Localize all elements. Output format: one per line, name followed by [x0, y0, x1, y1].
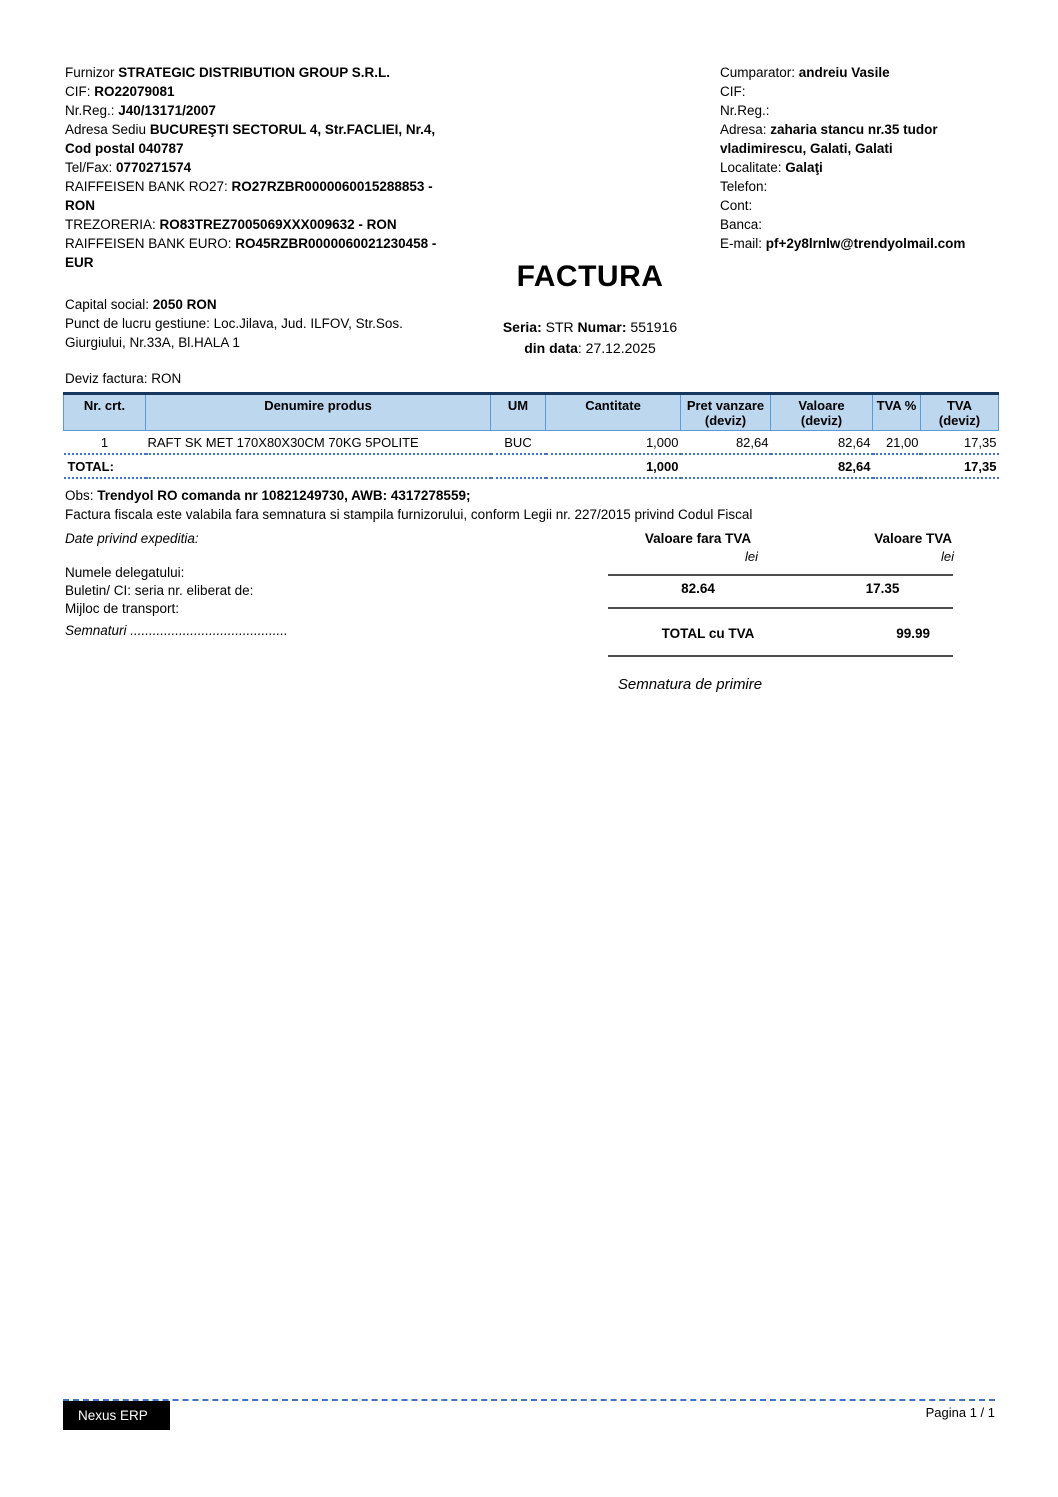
buyer-bank-line [720, 215, 1000, 234]
series-value: STR [541, 319, 578, 335]
row-nr: 1 [64, 431, 146, 455]
buyer-account-line [720, 196, 1000, 215]
header-nr-crt: Nr. crt. [64, 394, 146, 431]
supplier-name-line [65, 63, 465, 82]
obs-note: Factura fiscala este valabila fara semnatura si stampila furnizorului, conform Legii nr. 227/2015 privind Codul Fiscal [65, 507, 753, 522]
total-qty: 1,000 [546, 454, 681, 478]
total-empty-price [681, 454, 771, 478]
obs-line [65, 486, 975, 505]
invoice-date-line [430, 338, 750, 359]
buyer-phone-label: Telefon: [720, 179, 768, 194]
supplier-address-value: BUCUREŞTI SECTORUL 4, Str.FACLIEI, Nr.4, Cod postal 040787 [65, 122, 436, 156]
net-unit-label: lei [744, 549, 758, 564]
buyer-block [720, 63, 1000, 253]
invoice-title: FACTURA [516, 260, 664, 293]
transport-label: Mijloc de transport: [65, 601, 180, 616]
supplier-treasury-value: RO83TREZ7005069XXX009632 - RON [159, 217, 397, 232]
supplier-regno-value: J40/13171/2007 [118, 103, 216, 118]
supplier-regno-label: Nr.Reg.: [65, 103, 119, 118]
supplier-branch-line: Punct de lucru gestiune: Loc.Jilava, Jud. ILFOV, Str.Sos. Giurgiului, Nr.33A, Bl.HALA 1 [65, 316, 403, 350]
table-total-row [64, 454, 999, 478]
totals-divider-3 [608, 655, 953, 657]
buyer-address-label: Adresa: [720, 122, 771, 137]
buyer-address-value: zaharia stancu nr.35 tudor vladimirescu, Galati, Galati [720, 122, 938, 156]
buyer-name-value: andreiu Vasile [798, 65, 890, 80]
total-value: 82,64 [771, 454, 873, 478]
supplier-regno-line [65, 101, 465, 120]
buyer-cif-line [720, 82, 1000, 101]
buyer-regno-line [720, 101, 1000, 120]
buyer-name-line [720, 63, 1000, 82]
supplier-address-line [65, 120, 465, 158]
row-tva: 17,35 [921, 431, 999, 455]
supplier-bank-ron-value: RO27RZBR0000060015288853 - RON [65, 179, 433, 213]
tva-column-header: Valoare TVA [874, 531, 952, 546]
net-total-value: 82.64 [681, 581, 715, 596]
supplier-treasury-label: TREZORERIA: [65, 217, 160, 232]
supplier-capital-line [65, 295, 465, 314]
header-pret-vanzare: Pret vanzare (deviz) [681, 394, 771, 431]
buyer-cif-label: CIF: [720, 84, 746, 99]
grand-total-value: 99.99 [896, 626, 930, 641]
supplier-treasury-line [65, 215, 465, 234]
supplier-bank-eur-value: RO45RZBR0000060021230458 - EUR [65, 236, 437, 270]
buyer-address-line [720, 120, 1000, 158]
buyer-bank-label: Banca: [720, 217, 763, 232]
header-denumire: Denumire produs [146, 394, 491, 431]
erp-brand-badge: Nexus ERP [63, 1401, 170, 1430]
supplier-telfax-value: 0770271574 [116, 160, 192, 175]
total-tva: 17,35 [921, 454, 999, 478]
row-product-name: RAFT SK MET 170X80X30CM 70KG 5POLITE [146, 431, 491, 455]
series-label: Seria: [502, 319, 542, 335]
invoice-currency-line: Deviz factura: RON [65, 371, 182, 386]
buyer-email-line [720, 234, 1000, 253]
supplier-cif-label: CIF: [65, 84, 95, 99]
header-valoare: Valoare (deviz) [771, 394, 873, 431]
id-card-label: Buletin/ CI: seria nr. eliberat de: [65, 583, 254, 598]
row-value: 82,64 [771, 431, 873, 455]
supplier-capital-value: 2050 RON [152, 297, 217, 312]
number-label: Numar: [577, 319, 627, 335]
buyer-email-label: E-mail: [720, 236, 766, 251]
obs-label: Obs: [65, 488, 98, 503]
supplier-name-value: STRATEGIC DISTRIBUTION GROUP S.R.L. [118, 65, 391, 80]
receiving-signature-label: Semnatura de primire [617, 676, 763, 693]
supplier-capital-label: Capital social: [65, 297, 153, 312]
grand-total-label: TOTAL cu TVA [661, 626, 755, 641]
header-tva-pct: TVA % [873, 394, 921, 431]
supplier-telfax-label: Tel/Fax: [65, 160, 117, 175]
supplier-bank-ron-label: RAIFFEISEN BANK RO27: [65, 179, 232, 194]
row-tva-pct: 21,00 [873, 431, 921, 455]
total-label: TOTAL: [64, 454, 546, 478]
row-price: 82,64 [681, 431, 771, 455]
tva-unit-label: lei [940, 549, 954, 564]
obs-value: Trendyol RO comanda nr 10821249730, AWB: 4317278559; [97, 488, 471, 503]
supplier-telfax-line [65, 158, 465, 177]
page-number: Pagina 1 / 1 [925, 1405, 995, 1420]
supplier-bank-eur-label: RAIFFEISEN BANK EURO: [65, 236, 236, 251]
table-row [64, 431, 999, 455]
buyer-regno-label: Nr.Reg.: [720, 103, 770, 118]
supplier-name-label: Furnizor [65, 65, 119, 80]
signatures-label: Semnaturi .......................................... [65, 623, 288, 638]
totals-divider-2 [608, 607, 953, 609]
supplier-block [65, 63, 465, 388]
row-um: BUC [491, 431, 546, 455]
items-table [63, 392, 999, 479]
buyer-phone-line [720, 177, 1000, 196]
supplier-bank-ron-line [65, 177, 465, 215]
supplier-address-label: Adresa Sediu [65, 122, 150, 137]
buyer-city-value: Galaţi [785, 160, 823, 175]
footer-divider [63, 1399, 995, 1401]
date-value: : 27.12.2025 [577, 340, 656, 356]
delegate-label: Numele delegatului: [65, 565, 185, 580]
total-empty-tvapct [873, 454, 921, 478]
buyer-account-label: Cont: [720, 198, 753, 213]
date-label: din data [524, 340, 578, 356]
supplier-bank-eur-line [65, 234, 465, 272]
invoice-series-line [430, 317, 750, 338]
header-tva: TVA (deviz) [921, 394, 999, 431]
buyer-name-label: Cumparator: [720, 65, 799, 80]
buyer-city-label: Localitate: [720, 160, 786, 175]
invoice-series-block [430, 317, 750, 359]
buyer-email-value: pf+2y8lrnlw@trendyolmail.com [765, 236, 966, 251]
totals-divider-1 [608, 574, 953, 576]
invoice-title-block [430, 260, 750, 294]
obs-block [65, 486, 975, 524]
supplier-cif-line [65, 82, 465, 101]
items-header-row [64, 394, 999, 431]
number-value: 551916 [626, 319, 678, 335]
net-column-header: Valoare fara TVA [644, 531, 752, 546]
buyer-city-line [720, 158, 1000, 177]
supplier-cif-value: RO22079081 [94, 84, 175, 99]
header-cantitate: Cantitate [546, 394, 681, 431]
expedition-title: Date privind expeditia: [65, 531, 199, 546]
expedition-block [65, 530, 395, 618]
header-um: UM [491, 394, 546, 431]
row-qty: 1,000 [546, 431, 681, 455]
tva-total-value: 17.35 [865, 581, 900, 596]
